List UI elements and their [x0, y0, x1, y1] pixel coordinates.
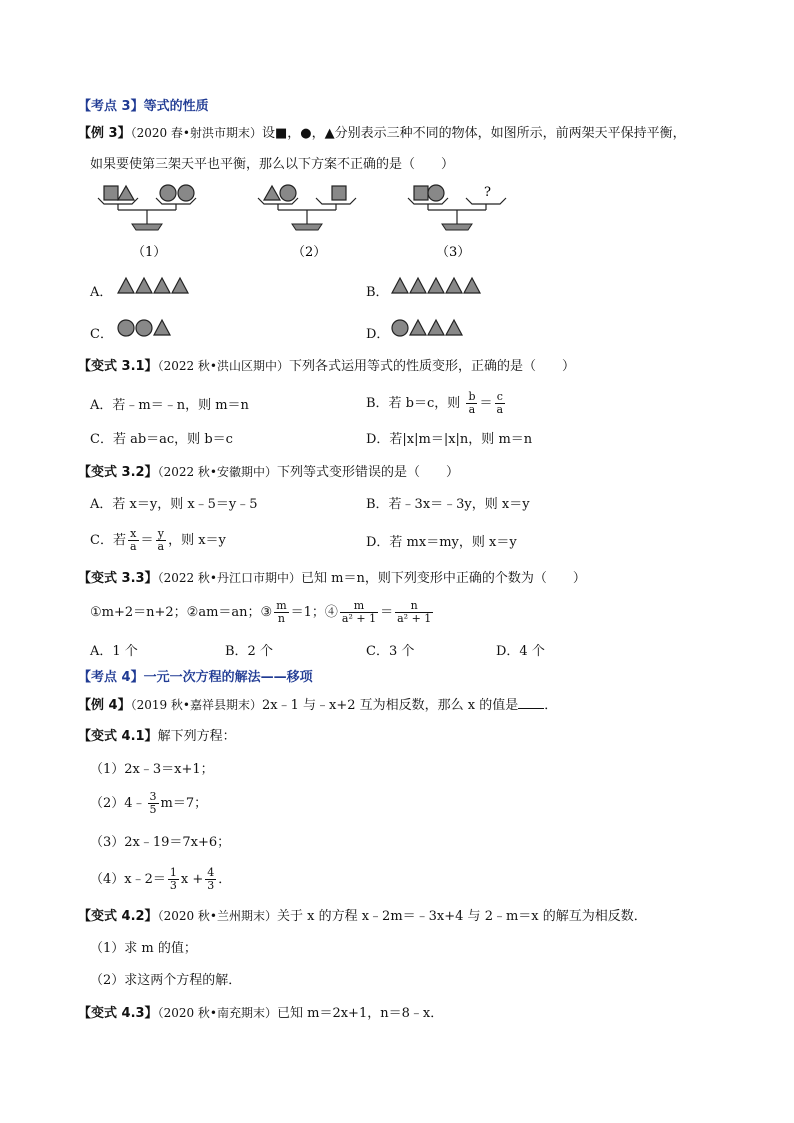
section-title: 等式的性质 — [143, 99, 209, 114]
question-mark: ? — [484, 185, 491, 200]
fraction: $\frac{b}{a}$ — [468, 390, 476, 416]
option-a: A．1 个 — [90, 644, 138, 659]
square-shape — [414, 186, 428, 200]
question-text: 设■，●，▲分别表示三种不同的物体，如图所示，前两架天平保持平衡， — [262, 126, 686, 141]
option-c: C．若 $\frac{x}{a}$ ＝ $\frac{y}{a}$ ，则 x＝y — [90, 527, 226, 553]
option-b: B．若 b＝c，则 $\frac{b}{a}$ ＝ $\frac{c}{a}$ — [366, 390, 504, 416]
section-header-kp4 — [78, 669, 313, 687]
option-c-shapes — [116, 316, 206, 338]
source: （2020 秋•南充期末） — [157, 1006, 277, 1020]
example-3-line-1 — [78, 124, 686, 143]
option-d: D．若|x|m＝|x|n，则 m＝n — [366, 432, 533, 447]
variant-tag: 【变式 4.2】 — [78, 909, 158, 924]
answer-blank — [518, 696, 544, 709]
source: （2020 秋•兰州期末） — [157, 909, 277, 923]
triangle-shape — [446, 320, 462, 335]
example-4: 【例 4】（2019 秋•嘉祥县期末）2x﹣1 与﹣x+2 互为相反数，那么 x 的值是 ． — [78, 698, 558, 713]
triangle-shape — [446, 278, 462, 293]
option-text: B．若 b＝c，则 — [366, 396, 461, 411]
circle-shape — [136, 320, 152, 336]
variant-tag: 【变式 3.1】 — [78, 359, 158, 374]
section-tag: 【考点 4】 — [78, 670, 144, 685]
question-text: 已知 m＝n，则下列变形中正确的个数为（ ） — [301, 571, 586, 586]
triangle-shape — [428, 320, 444, 335]
triangle-shape — [118, 186, 134, 200]
source: （2020 春•射洪市期末） — [130, 126, 263, 140]
variant-tag: 【变式 4.1】 — [78, 729, 158, 744]
triangle-shape — [136, 278, 152, 293]
triangle-shape — [410, 278, 426, 293]
circle-shape — [428, 185, 444, 201]
variant-tag: 【变式 3.2】 — [78, 465, 158, 480]
variant-3-3-items: ①m+2＝n+2；②am＝an；③ $\frac{m}{n}$ ＝1；④ $\frac{m}{\text{a² + 1}}$ ＝ $\frac{n}{\text{a² + 1}}$ — [90, 599, 432, 625]
example-3-line-2: 如果要使第三架天平也平衡，那么以下方案不正确的是（ ） — [90, 157, 455, 172]
fraction: $\frac{x}{a}$ — [129, 527, 137, 553]
variant-4-1-stem — [78, 728, 236, 746]
option-c: C．3 个 — [366, 644, 415, 659]
triangle-shape — [154, 320, 170, 335]
fraction: $\frac{3}{5}$ — [149, 790, 157, 816]
variant-tag: 【变式 4.3】 — [78, 1006, 158, 1021]
question-text: 解下列方程： — [157, 729, 236, 744]
square-shape — [104, 186, 118, 200]
triangle-shape — [264, 186, 280, 200]
question-text: 下列各式运用等式的性质变形，正确的是（ ） — [289, 359, 576, 374]
circle-shape — [118, 320, 134, 336]
option-b: B．2 个 — [225, 644, 273, 659]
section-header-kp3 — [78, 98, 209, 116]
fraction: $\frac{y}{a}$ — [157, 527, 165, 553]
option-a: A．若﹣m＝﹣n，则 m＝n — [90, 398, 249, 413]
triangle-shape — [392, 278, 408, 293]
fraction: $\frac{m}{\text{a² + 1}}$ — [341, 599, 377, 625]
example-tag: 【例 3】 — [78, 126, 131, 141]
example-tag: 【例 4】 — [78, 698, 131, 713]
option-b-shapes — [390, 274, 500, 296]
question-text: 下列等式变形错误的是（ ） — [277, 465, 460, 480]
equation-4: （4）x﹣2＝ $\frac{1}{3}$ x + $\frac{4}{3}$ ． — [90, 866, 232, 892]
circle-shape — [392, 320, 408, 336]
option-c: C．若 ab＝ac，则 b＝c — [90, 432, 233, 447]
option-a-shapes — [116, 274, 206, 296]
option-b: B．若﹣3x＝﹣3y，则 x＝y — [366, 497, 530, 512]
circle-shape — [178, 185, 194, 201]
triangle-shape — [464, 278, 480, 293]
source: （2022 秋•洪山区期中） — [157, 359, 289, 373]
fraction: $\frac{m}{n}$ — [276, 599, 287, 625]
fraction: $\frac{4}{3}$ — [207, 866, 215, 892]
square-shape — [332, 186, 346, 200]
triangle-shape — [118, 278, 134, 293]
option-d: D．若 mx＝my，则 x＝y — [366, 535, 517, 550]
variant-4-2-stem — [78, 907, 647, 926]
equation-1: （1）2x﹣3＝x+1； — [90, 762, 214, 777]
variant-3-2-stem — [78, 463, 459, 482]
figure-label: （2） — [292, 245, 327, 260]
variant-3-1-stem — [78, 357, 575, 376]
sub-question-1: （1）求 m 的值； — [90, 941, 197, 956]
variant-4-3-stem — [78, 1004, 443, 1023]
circle-shape — [160, 185, 176, 201]
equation-2: （2）4﹣ $\frac{3}{5}$ m＝7； — [90, 790, 208, 816]
fraction: $\frac{1}{3}$ — [169, 866, 177, 892]
equation-3: （3）2x﹣19＝7x+6； — [90, 835, 231, 850]
section-tag: 【考点 3】 — [78, 99, 144, 114]
circle-shape — [280, 185, 296, 201]
triangle-shape — [428, 278, 444, 293]
question-text: 2x﹣1 与﹣x+2 互为相反数，那么 x 的值是 — [262, 698, 519, 713]
source: （2019 秋•嘉祥县期末） — [130, 698, 263, 712]
figure-label: （1） — [132, 245, 167, 260]
balance-3 — [408, 185, 506, 230]
triangle-shape — [410, 320, 426, 335]
option-c-label: C． — [90, 327, 113, 342]
option-a: A．若 x＝y，则 x﹣5＝y﹣5 — [90, 497, 258, 512]
variant-tag: 【变式 3.3】 — [78, 571, 158, 586]
figure-label: （3） — [436, 245, 471, 260]
source: （2022 秋•安徽期中） — [157, 465, 277, 479]
balance-2 — [258, 185, 356, 230]
section-title: 一元一次方程的解法——移项 — [143, 670, 313, 685]
option-a-label: A． — [90, 285, 113, 300]
balance-1 — [98, 185, 196, 230]
option-d-label: D． — [366, 327, 390, 342]
option-b-label: B． — [366, 285, 389, 300]
question-text: 关于 x 的方程 x﹣2m＝﹣3x+4 与 2﹣m＝x 的解互为相反数． — [277, 909, 647, 924]
balance-figures — [90, 178, 540, 260]
triangle-shape — [154, 278, 170, 293]
option-d: D．4 个 — [496, 644, 545, 659]
triangle-shape — [172, 278, 188, 293]
option-d-shapes — [390, 316, 480, 338]
fraction: $\frac{c}{a}$ — [496, 390, 504, 416]
fraction: $\frac{n}{\text{a² + 1}}$ — [397, 599, 432, 625]
question-text: 已知 m＝2x+1，n＝8﹣x． — [277, 1006, 444, 1021]
sub-question-2: （2）求这两个方程的解． — [90, 973, 242, 988]
source: （2022 秋•丹江口市期中） — [157, 571, 301, 585]
variant-3-3-stem — [78, 569, 586, 588]
